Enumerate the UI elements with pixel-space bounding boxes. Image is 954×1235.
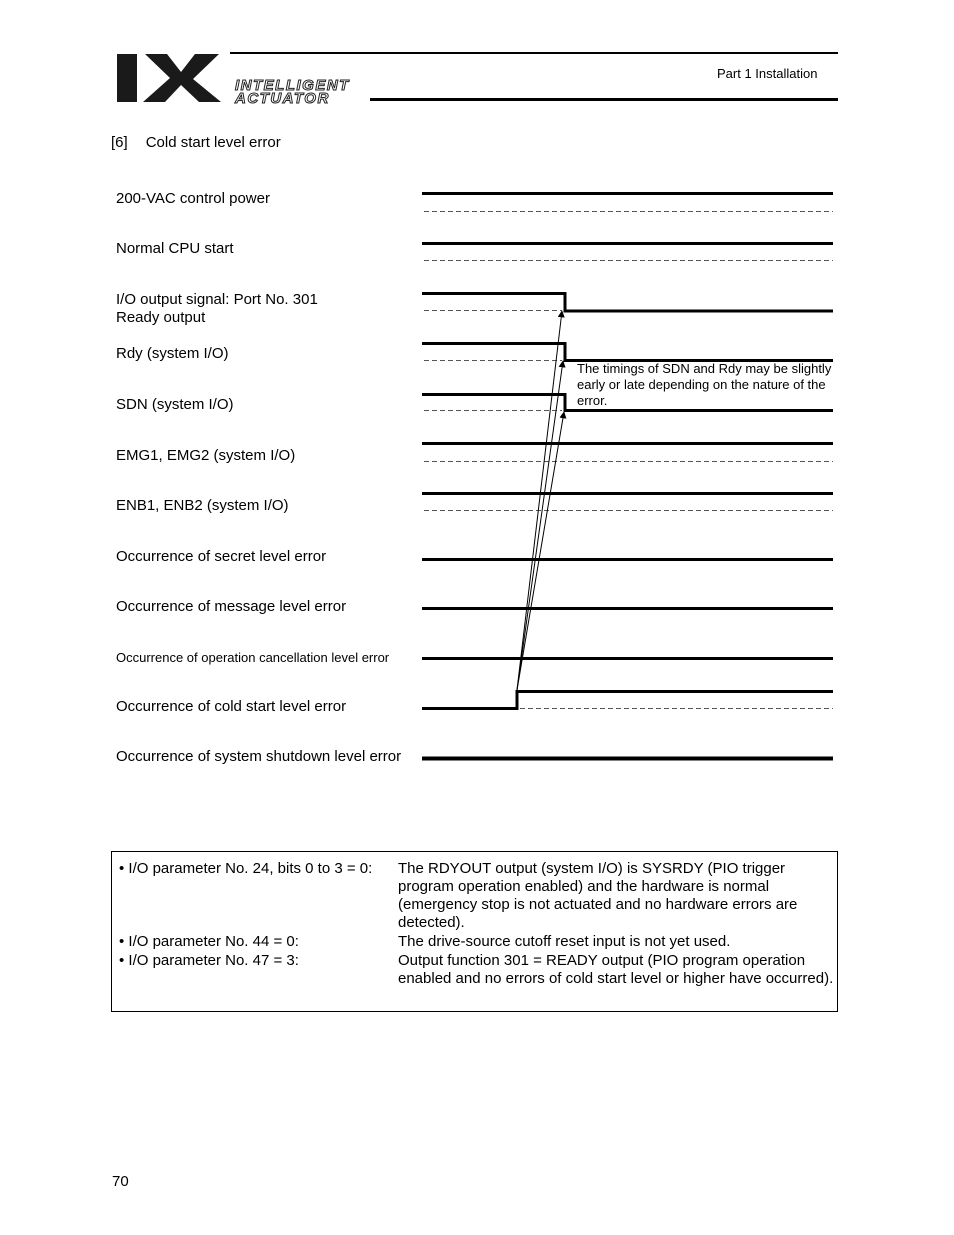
timing-note: The timings of SDN and Rdy may be slightly early or late depending on the nature of the error. [577,361,832,408]
section-number: [6] [111,134,128,151]
waveform-cold-start-error [422,692,833,709]
logo-text-actuator: ACTUATOR [235,90,330,107]
signal-label-control-power: 200-VAC control power [116,190,270,207]
timing-arrows [517,311,564,690]
waveform-rdy [422,344,833,361]
signal-label-sdn: SDN (system I/O) [116,396,234,413]
waveform-control-power [422,194,833,212]
signal-label-port-301: I/O output signal: Port No. 301 [116,291,318,308]
parameter-key: • I/O parameter No. 24, bits 0 to 3 = 0: [119,860,373,877]
waveform-cpu-start [422,244,833,261]
section-title-text: Cold start level error [145,134,281,151]
signal-label-ready-output: Ready output [116,309,206,326]
waveform-enb [422,494,833,511]
parameter-value: The drive-source cutoff reset input is not yet used. [398,933,731,950]
signal-label-shutdown-error: Occurrence of system shutdown level error [116,748,402,765]
page-number: 70 [112,1173,129,1190]
signal-label-secret-error: Occurrence of secret level error [116,548,327,565]
logo-text-intelligent: INTELLIGENT [235,77,350,94]
waveform-emg [422,444,833,462]
signal-label-enb: ENB1, ENB2 (system I/O) [116,497,289,514]
parameter-value: Output function 301 = READY output (PIO program operation enabled and no errors of cold start level or higher have occurred). [398,952,834,987]
waveform-port-301 [422,294,833,312]
signal-label-cpu-start: Normal CPU start [116,240,234,257]
signal-label-op-cancel-error: Occurrence of operation cancellation level error [116,650,390,665]
signal-label-rdy: Rdy (system I/O) [116,345,229,362]
signal-label-message-error: Occurrence of message level error [116,598,347,615]
signal-label-emg: EMG1, EMG2 (system I/O) [116,447,296,464]
parameter-key: • I/O parameter No. 47 = 3: [119,952,299,969]
header-part-label: Part 1 Installation [717,66,818,81]
parameter-box [111,851,838,1012]
signal-label-cold-start-error: Occurrence of cold start level error [116,698,347,715]
parameter-key: • I/O parameter No. 44 = 0: [119,933,299,950]
parameter-value: The RDYOUT output (system I/O) is SYSRDY (PIO trigger program operation enabled) and the hardware is normal (emergency stop is not actuated and no hardware errors are detected). [398,860,798,931]
